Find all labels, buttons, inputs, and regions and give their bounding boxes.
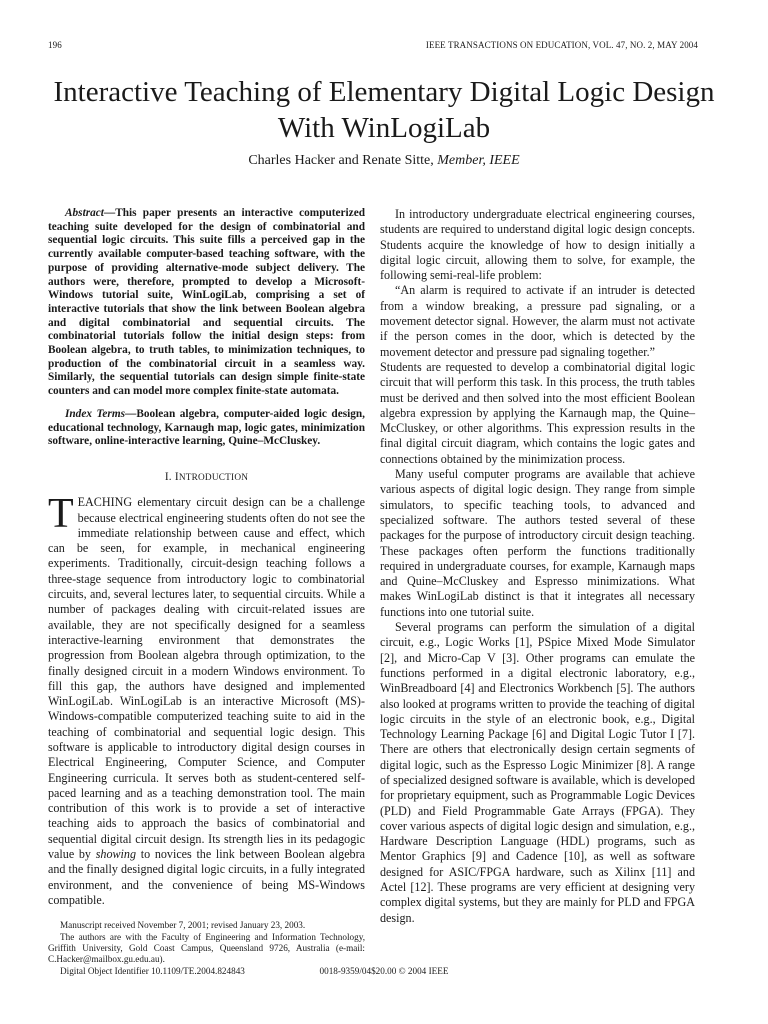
body-paragraph: In introductory undergraduate electrical engineering courses, students are required to understand digital logic design concepts. Students acquire the knowledge of how to design initially a digital logic circuit, allowing them to solve, for example, the following semi-real-life problem:	[380, 207, 695, 283]
page-number: 196	[48, 40, 62, 50]
drop-cap: T	[48, 491, 74, 538]
intro-text-b: to novices the link between Boolean algebra and the finally designed digital logic circuits, in a fully integrated environment, and the convenience of being MS-Windows compatible.	[48, 847, 365, 907]
abstract	[48, 207, 365, 399]
author-names: Charles Hacker and Renate Sitte,	[248, 153, 434, 168]
footnote-received: Manuscript received November 7, 2001; revised January 23, 2003.	[60, 920, 306, 931]
body-paragraph: Several programs can perform the simulation of a digital circuit, e.g., Logic Works [1], PSpice Mixed Mode Simulator [2], and Micro-Cap V [3]. Other programs can emulate the functions performed in a digital electronic laboratory, e.g., WinBreadboard [4] and Electronics Workbench [5]. The authors also looked at programs written to provide the teaching of digital logic circuits in the style of an electronic book, e.g., Digital Technology Learning Package [6] and Digital Logic Tutor I [7]. There are others that electronically design certain segments of digital logic, such as the Espresso Logic Minimizer [8]. A range of specialized designed software is available, which is developed for proprietary equipment, such as Programmable Logic Devices (PLD) and Field Programmable Gate Arrays (FPGA). They cover various aspects of digital logic design and simulation, e.g., Hardware Description Language (HDL) programs, such as Mentor Graphics [9] and Cadence [10], as well as software designed for ASIC/FPGA hardware, such as Xilinx [11] and Actel [12]. These programs are very efficient at designing very complex digital systems, but they are mainly for PLD and FPGA design.	[380, 620, 695, 925]
journal-citation: IEEE TRANSACTIONS ON EDUCATION, VOL. 47, NO. 2, MAY 2004	[425, 40, 698, 50]
section-number: I.	[164, 470, 172, 483]
index-terms-label: Index Terms	[65, 407, 126, 420]
footnote-doi: Digital Object Identifier 10.1109/TE.2004.824843	[60, 965, 245, 976]
copyright-footer: 0018-9359/04$20.00 © 2004 IEEE	[319, 966, 449, 976]
abstract-text: —This paper presents an interactive computerized teaching suite developed for the design of combinatorial and sequential logic circuits. This suite fills a perceived gap in the currently available computer-based teaching software, with the purpose of providing alternative-mode subject delivery. The authors were, therefore, prompted to develop a Microsoft-Windows tutorial suite, WinLogiLab, comprising a set of interactive tutorials that show the link between Boolean algebra and digital combinatorial and sequential circuits. The combinatorial tutorials follow the initial design steps: from Boolean algebra, to truth tables, to minimization techniques, to production of the combinatorial circuit in a seamless way. Similarly, the sequential tutorials can design simple finite-state counters and can model more complex finite-state automata.	[48, 207, 365, 398]
abstract-label: Abstract	[65, 207, 104, 219]
author-line	[40, 153, 728, 169]
body-paragraph: Many useful computer programs are available that achieve various aspects of digital logic design. They range from simple simulators, to specific teaching tools, to advanced and specialized software. The authors tested several of these packages for the purpose of introductory circuit design teaching. These packages often perform the functions traditionally required in undergraduate courses, for example, Karnaugh maps and Quine–McCluskey and Espresso minimizations. What makes WinLogiLab distinct is that it integrates all necessary functions into one tutorial suite.	[380, 467, 695, 619]
index-terms	[48, 408, 365, 449]
intro-emphasis: showing	[95, 847, 137, 862]
intro-text-a: EACHING elementary circuit design can be a challenge because electrical engineering students often do not see the immediate relationship between cause and effect, which can be seen, for example, in mechanical engineering experiments. Traditionally, circuit-design teaching follows a three-stage sequence from introductory logic to combinatorial circuits, and, several lectures later, to sequential circuits. While a number of packages dealing with circuit-related issues are available, they are not specifically designed for a seamless interactive-learning environment that demonstrates the progression from Boolean algebra through optimization, to the finally designed circuit in a modern Windows environment. To fill this gap, the authors have designed and implemented WinLogiLab. WinLogiLab is an interactive Microsoft (MS)-Windows-compatible computerized teaching suite to aid in the teaching of combinatorial and sequential logic design. This software is applicable to introductory digital design courses in Electrical Engineering, Computer Science, and Computer Engineering curricula. It serves both as student-centered self-paced learning and as a teaching demonstration tool. The main contribution of this work is to provide a set of interactive teaching aids to approach the basics of combinatorial and sequential digital circuit design. Its strength lies in its pedagogic value by	[48, 495, 365, 862]
section-title-rest: NTRODUCTION	[178, 472, 249, 483]
block-quote: “An alarm is required to activate if an intruder is detected from a window breaking, a pressure pad signaling, or a movement detector signal. However, the alarm must not activate if the person comes in the door, which is detected by the movement detector and pressure pad signaling together.”	[380, 283, 695, 359]
intro-paragraph	[48, 491, 365, 908]
section-title-initial: I	[174, 470, 179, 483]
right-column	[380, 207, 695, 926]
left-column	[48, 207, 365, 977]
body-paragraph: Students are requested to develop a combinatorial digital logic circuit that will perform this task. In this process, the truth tables must be derived and then solved into the most efficient Boolean algebra expression by applying the Karnaugh map, the Quine–McCluskey, or other algorithms. This expression results in the final digital circuit diagram, which contains the logic gates and connections obtained by the minimization process.	[380, 359, 695, 466]
footnote-affiliation: The authors are with the Faculty of Engineering and Information Technology, Griffith University, Gold Coast Campus, Queensland 9726, Australia (e-mail: C.Hacker@mailbox.gu.edu.au).	[48, 931, 365, 965]
author-membership: Member, IEEE	[437, 153, 520, 168]
paper-title: Interactive Teaching of Elementary Digital Logic Design With WinLogiLab	[53, 76, 715, 144]
index-terms-text: —Boolean algebra, computer-aided logic design, educational technology, Karnaugh map, logic gates, minimization software, online-interactive learning, Quine–McCluskey.	[48, 407, 365, 448]
section-heading	[48, 470, 365, 486]
